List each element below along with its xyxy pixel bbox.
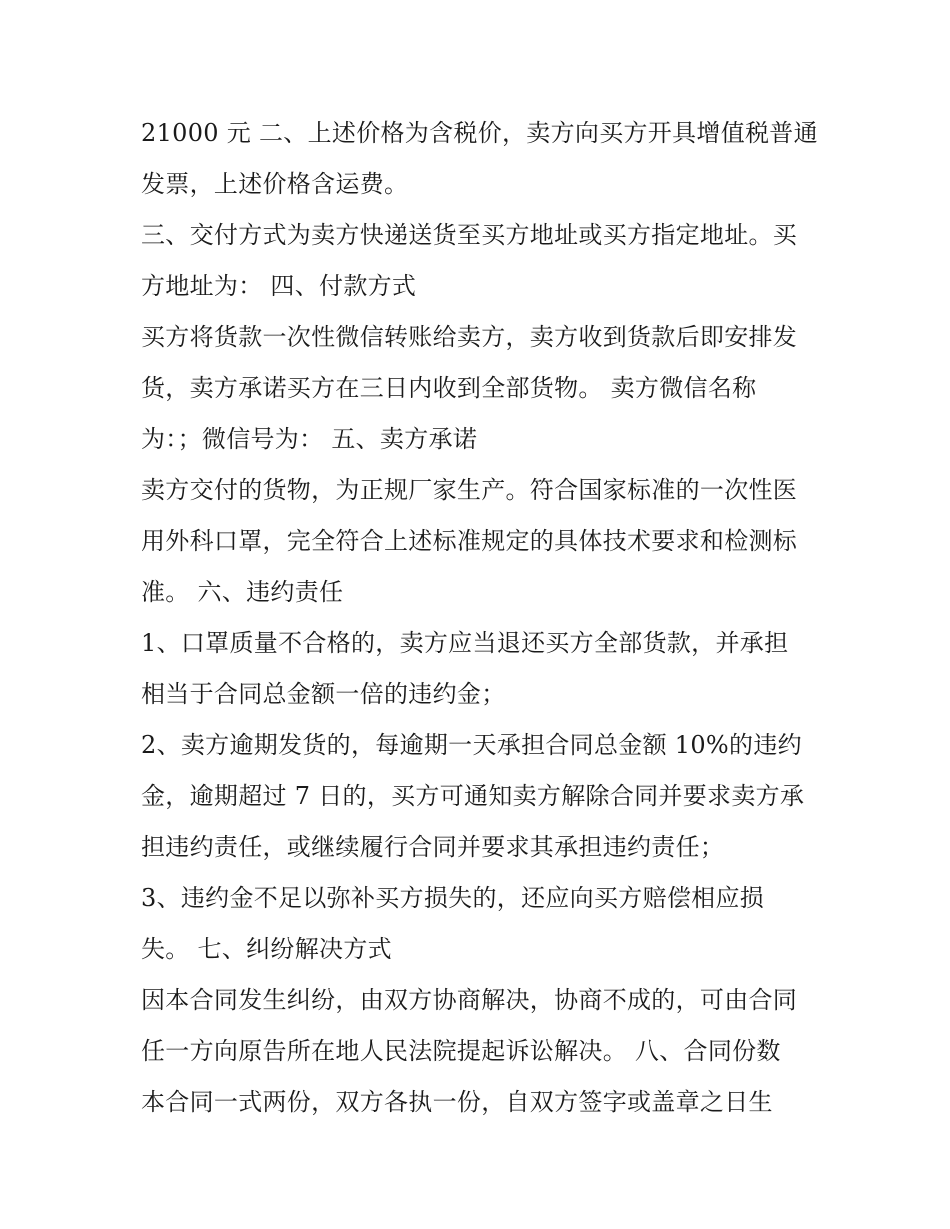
text-line: 买方将货款一次性微信转账给卖方，卖方收到货款后即安排发	[141, 323, 798, 351]
text-line: 准。 六、违约责任	[141, 578, 344, 606]
text-line: 发票，上述价格含运费。	[141, 170, 409, 198]
text-line: 用外科口罩，完全符合上述标准规定的具体技术要求和检测标	[141, 527, 798, 555]
text-line: 金，逾期超过 7 日的，买方可通知卖方解除合同并要求卖方承	[141, 782, 805, 810]
text-line: 三、交付方式为卖方快递送货至买方地址或买方指定地址。买	[141, 221, 798, 249]
document-body	[141, 108, 831, 1128]
text-line: 3、违约金不足以弥补买方损失的，还应向买方赔偿相应损	[141, 884, 765, 912]
text-line: 本合同一式两份，双方各执一份，自双方签字或盖章之日生	[141, 1088, 773, 1116]
text-line: 为：；微信号为： 五、卖方承诺	[141, 425, 478, 453]
text-line: 失。 七、纠纷解决方式	[141, 935, 392, 963]
text-line: 任一方向原告所在地人民法院提起诉讼解决。 八、合同份数	[141, 1037, 781, 1065]
text-line: 货，卖方承诺买方在三日内收到全部货物。 卖方微信名称	[141, 374, 757, 402]
text-line: 卖方交付的货物，为正规厂家生产。符合国家标准的一次性医	[141, 476, 798, 504]
text-line: 2、卖方逾期发货的，每逾期一天承担合同总金额 10%的违约	[141, 731, 802, 759]
text-line: 1、口罩质量不合格的，卖方应当退还买方全部货款，并承担	[141, 629, 789, 657]
text-line: 因本合同发生纠纷，由双方协商解决，协商不成的，可由合同	[141, 986, 798, 1014]
text-line: 21000 元 二、上述价格为含税价，卖方向买方开具增值税普通	[141, 119, 818, 147]
text-line: 相当于合同总金额一倍的违约金；	[141, 680, 506, 708]
text-line: 方地址为： 四、付款方式	[141, 272, 417, 300]
text-line: 担违约责任，或继续履行合同并要求其承担违约责任；	[141, 833, 725, 861]
